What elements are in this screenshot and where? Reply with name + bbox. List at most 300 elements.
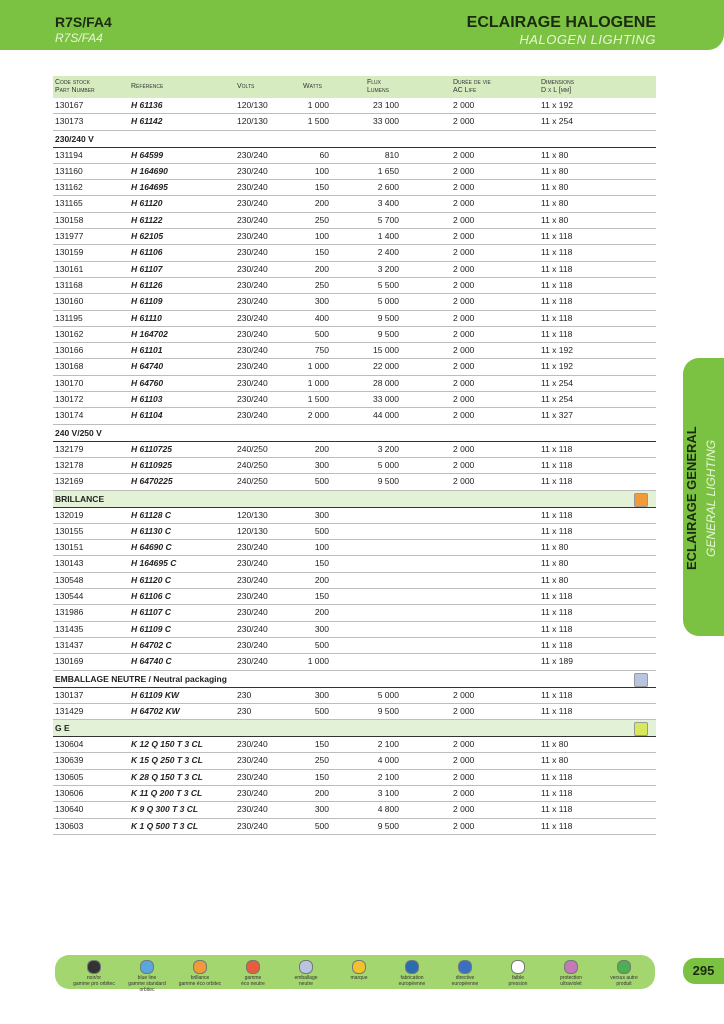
table-row (53, 164, 656, 180)
table-row (53, 294, 656, 310)
cell-volts: 230/240 (237, 820, 268, 831)
section-title: 230/240 V (55, 133, 94, 144)
cell-volts: 230/240 (237, 198, 268, 209)
cell-ref: H 61109 C (131, 623, 172, 634)
cell-stock: 132019 (55, 509, 84, 520)
cell-life: 2 000 (453, 705, 475, 716)
cell-watts: 150 (314, 558, 329, 569)
cell-dimensions: 11 x 80 (541, 574, 569, 585)
cell-ref: H 61103 (131, 394, 163, 405)
cell-stock: 131435 (55, 623, 84, 634)
cell-flux: 2 100 (377, 739, 399, 750)
cell-watts: 250 (314, 755, 329, 766)
cell-flux: 33 000 (373, 394, 399, 405)
table-row (53, 605, 656, 621)
legend-sublabel: neutre (298, 981, 314, 987)
cell-ref: H 61104 (131, 410, 163, 421)
cell-watts: 150 (314, 771, 329, 782)
cell-dimensions: 11 x 118 (541, 459, 573, 470)
cell-life: 2 000 (453, 279, 475, 290)
cell-flux: 1 400 (377, 231, 399, 242)
legend-icon (140, 960, 154, 974)
table-row (53, 753, 656, 769)
section-title: BRILLANCE (55, 493, 105, 504)
cell-dimensions: 11 x 327 (541, 410, 573, 421)
cell-stock: 130159 (55, 247, 84, 258)
cell-ref: H 64702 C (131, 639, 172, 650)
cell-flux: 810 (384, 149, 399, 160)
cell-dimensions: 11 x 118 (541, 771, 573, 782)
col-life: Durée de vie AC Life (453, 79, 491, 94)
cell-dimensions: 11 x 80 (541, 214, 569, 225)
cell-watts: 500 (314, 328, 329, 339)
table-row (53, 573, 656, 589)
cell-ref: H 61107 (131, 263, 163, 274)
cell-life: 2 000 (453, 820, 475, 831)
section-title: EMBALLAGE NEUTRE / Neutral packaging (55, 673, 227, 684)
table-row (53, 556, 656, 572)
cell-life: 2 000 (453, 328, 475, 339)
cell-stock: 130170 (55, 377, 84, 388)
cell-stock: 130640 (55, 804, 84, 815)
cell-flux: 3 200 (377, 443, 399, 454)
cell-ref: K 15 Q 250 T 3 CL (131, 755, 203, 766)
cell-watts: 2 000 (307, 410, 329, 421)
cell-watts: 1 500 (307, 116, 329, 127)
cell-stock: 130603 (55, 820, 84, 831)
cell-flux: 2 600 (377, 182, 399, 193)
col-stock: Code stock Part Number (55, 79, 95, 94)
cell-flux: 28 000 (373, 377, 399, 388)
legend-icon (352, 960, 366, 974)
cell-dimensions: 11 x 118 (541, 509, 573, 520)
cell-dimensions: 11 x 80 (541, 755, 569, 766)
cell-volts: 230/240 (237, 328, 268, 339)
table-row (53, 508, 656, 524)
cell-volts: 230/240 (237, 263, 268, 274)
cell-watts: 200 (314, 574, 329, 585)
legend-label: noir/or (86, 975, 102, 981)
cell-stock: 130160 (55, 296, 84, 307)
cell-volts: 230/240 (237, 165, 268, 176)
table-row (53, 524, 656, 540)
legend-label: emballage (294, 975, 318, 981)
cell-ref: H 64702 KW (131, 705, 180, 716)
cell-dimensions: 11 x 118 (541, 312, 573, 323)
legend-item (175, 960, 225, 987)
legend-sublabel: ultraviolet (560, 981, 582, 987)
cell-stock: 130169 (55, 656, 84, 667)
table-row (53, 737, 656, 753)
cell-stock: 131977 (55, 231, 84, 242)
cell-life: 2 000 (453, 296, 475, 307)
cell-volts: 230/240 (237, 574, 268, 585)
cell-ref: H 61110 (131, 312, 162, 323)
cell-stock: 130604 (55, 739, 84, 750)
legend-item (387, 960, 437, 987)
cell-volts: 230/240 (237, 755, 268, 766)
cell-watts: 500 (314, 705, 329, 716)
table-row (53, 392, 656, 408)
legend-item (334, 960, 384, 981)
cell-volts: 230/240 (237, 656, 268, 667)
cell-volts: 230/240 (237, 739, 268, 750)
cell-flux: 15 000 (373, 345, 399, 356)
cell-dimensions: 11 x 254 (541, 377, 573, 388)
cell-volts: 230/240 (237, 804, 268, 815)
cell-ref: H 64599 (131, 149, 164, 160)
legend-sublabel: européenne (398, 981, 426, 987)
cell-ref: K 12 Q 150 T 3 CL (131, 739, 203, 750)
cell-stock: 131429 (55, 705, 84, 716)
legend-label: directive (455, 975, 475, 981)
cell-flux: 3 200 (377, 263, 399, 274)
cell-stock: 131168 (55, 279, 83, 290)
cell-dimensions: 11 x 118 (541, 263, 573, 274)
cell-stock: 130158 (55, 214, 84, 225)
table-row (53, 704, 656, 720)
cell-stock: 130639 (55, 755, 84, 766)
cell-ref: H 61106 C (131, 591, 172, 602)
cell-watts: 200 (314, 787, 329, 798)
cell-flux: 5 000 (377, 689, 399, 700)
col-volts: Volts (237, 83, 255, 90)
category-subtitle: HALOGEN LIGHTING (519, 32, 656, 47)
cell-ref: H 61120 C (131, 574, 172, 585)
range-icon (634, 493, 648, 507)
legend-item (546, 960, 596, 987)
cell-dimensions: 11 x 254 (541, 394, 573, 405)
legend-icon (564, 960, 578, 974)
cell-watts: 200 (314, 198, 329, 209)
cell-dimensions: 11 x 80 (541, 739, 569, 750)
cell-ref: H 61120 (131, 198, 163, 209)
cell-flux: 44 000 (373, 410, 399, 421)
cell-watts: 200 (314, 443, 329, 454)
cell-life: 2 000 (453, 149, 475, 160)
cell-dimensions: 11 x 192 (541, 345, 573, 356)
table-row (53, 196, 656, 212)
table-row (53, 819, 656, 835)
cell-stock: 131162 (55, 182, 83, 193)
cell-stock: 130137 (55, 689, 84, 700)
cell-ref: H 64740 C (131, 656, 172, 667)
cell-stock: 131160 (55, 165, 83, 176)
cell-dimensions: 11 x 80 (541, 165, 569, 176)
cell-dimensions: 11 x 80 (541, 149, 569, 160)
cell-ref: H 61136 (131, 100, 163, 110)
cell-dimensions: 11 x 118 (541, 820, 573, 831)
cell-dimensions: 11 x 118 (541, 689, 573, 700)
cell-ref: H 6110925 (131, 459, 172, 470)
table-row (53, 343, 656, 359)
cell-stock: 131437 (55, 639, 84, 650)
legend-item (69, 960, 119, 987)
cell-volts: 230/240 (237, 247, 268, 258)
legend-icon (511, 960, 525, 974)
table-row (53, 654, 656, 670)
cell-volts: 230/240 (237, 377, 268, 388)
cell-watts: 250 (314, 214, 329, 225)
section-heading (53, 491, 656, 508)
cell-life: 2 000 (453, 247, 475, 258)
table-row (53, 327, 656, 343)
cell-volts: 230/240 (237, 394, 268, 405)
cell-watts: 400 (314, 312, 329, 323)
cell-life: 2 000 (453, 214, 475, 225)
section-title: G E (55, 723, 70, 734)
cell-flux: 3 400 (377, 198, 399, 209)
cell-volts: 230/240 (237, 558, 268, 569)
cell-stock: 130143 (55, 558, 84, 569)
cell-ref: K 28 Q 150 T 3 CL (131, 771, 203, 782)
table-row (53, 589, 656, 605)
cell-watts: 60 (319, 149, 329, 160)
table-row (53, 229, 656, 245)
cell-ref: H 61130 C (131, 525, 172, 536)
cell-life: 2 000 (453, 443, 475, 454)
cell-stock: 131986 (55, 607, 84, 618)
cell-volts: 230/240 (237, 787, 268, 798)
cell-stock: 130155 (55, 525, 84, 536)
legend-bar (55, 955, 655, 993)
cell-volts: 230/240 (237, 214, 268, 225)
table-row (53, 408, 656, 424)
cell-flux: 9 500 (377, 705, 399, 716)
range-icon (634, 722, 648, 736)
cell-life: 2 000 (453, 182, 475, 193)
cell-flux: 5 000 (377, 459, 399, 470)
cell-flux: 9 500 (377, 476, 399, 487)
cell-volts: 230/240 (237, 296, 268, 307)
cell-volts: 120/130 (237, 116, 268, 127)
cell-dimensions: 11 x 118 (541, 705, 573, 716)
cell-dimensions: 11 x 118 (541, 623, 573, 634)
page-number: 295 (683, 958, 724, 984)
cell-watts: 150 (314, 739, 329, 750)
col-flux: Flux Lumens (367, 79, 389, 94)
legend-item (599, 960, 649, 987)
legend-item (281, 960, 331, 987)
cell-stock: 132178 (55, 459, 84, 470)
legend-label: gamme (244, 975, 262, 981)
cell-flux: 4 800 (377, 804, 399, 815)
legend-label: protection (560, 975, 582, 981)
cell-ref: H 164695 (131, 182, 168, 193)
legend-sublabel: gamme pro orbitec (73, 981, 115, 987)
cell-dimensions: 11 x 80 (541, 182, 569, 193)
cell-life: 2 000 (453, 787, 475, 798)
cell-ref: H 61122 (131, 214, 163, 225)
cell-stock: 130605 (55, 771, 84, 782)
cell-life: 2 000 (453, 410, 475, 421)
cell-watts: 300 (314, 804, 329, 815)
legend-icon (193, 960, 207, 974)
cell-watts: 200 (314, 607, 329, 618)
cell-ref: H 164702 (131, 328, 168, 339)
cell-dimensions: 11 x 118 (541, 296, 573, 307)
cell-watts: 500 (314, 639, 329, 650)
cell-dimensions: 11 x 118 (541, 247, 573, 258)
cell-ref: H 61142 (131, 116, 163, 127)
legend-label: marque (350, 975, 368, 981)
cell-volts: 240/250 (237, 459, 268, 470)
cell-watts: 200 (314, 263, 329, 274)
table-row (53, 359, 656, 375)
cell-life: 2 000 (453, 804, 475, 815)
cell-life: 2 000 (453, 377, 475, 388)
col-watts: Watts (303, 83, 323, 90)
section-title: 240 V/250 V (55, 427, 102, 438)
cell-life: 2 000 (453, 100, 475, 110)
cell-ref: H 61126 (131, 279, 163, 290)
cell-dimensions: 11 x 118 (541, 476, 573, 487)
legend-sublabel: pression (508, 981, 528, 987)
table-row (53, 311, 656, 327)
cell-flux: 33 000 (373, 116, 399, 127)
legend-label: faible (512, 975, 524, 981)
side-tab-subtitle: GENERAL LIGHTING (704, 439, 718, 557)
cell-flux: 9 500 (377, 312, 399, 323)
cell-watts: 1 500 (307, 394, 329, 405)
cell-volts: 230/240 (237, 639, 268, 650)
cell-dimensions: 11 x 118 (541, 639, 573, 650)
cell-watts: 1 000 (307, 361, 329, 372)
cell-watts: 300 (314, 509, 329, 520)
table-row (53, 786, 656, 802)
cell-life: 2 000 (453, 116, 475, 127)
cell-ref: H 61107 C (131, 607, 172, 618)
cell-stock: 130167 (55, 100, 84, 110)
cell-life: 2 000 (453, 394, 475, 405)
cell-stock: 131165 (55, 198, 83, 209)
table-row (53, 98, 656, 114)
cell-watts: 300 (314, 689, 329, 700)
legend-item (228, 960, 278, 987)
cell-watts: 150 (314, 591, 329, 602)
cell-watts: 100 (314, 165, 329, 176)
cell-watts: 1 000 (307, 656, 329, 667)
cell-dimensions: 11 x 118 (541, 787, 573, 798)
cell-watts: 500 (314, 476, 329, 487)
cell-dimensions: 11 x 192 (541, 100, 573, 110)
table-row (53, 114, 656, 130)
cell-life: 2 000 (453, 361, 475, 372)
cell-dimensions: 11 x 118 (541, 804, 573, 815)
cell-life: 2 000 (453, 755, 475, 766)
legend-sublabel: gamme éco orbitec (178, 981, 222, 987)
legend-item (493, 960, 543, 987)
table-row (53, 213, 656, 229)
legend-label: brillance (190, 975, 210, 981)
cell-volts: 230/240 (237, 182, 268, 193)
section-heading (53, 131, 656, 148)
table-row (53, 474, 656, 490)
cell-stock: 130161 (55, 263, 84, 274)
legend-item (122, 960, 172, 993)
table-row (53, 376, 656, 392)
cell-ref: H 6110725 (131, 443, 172, 454)
cell-stock: 130172 (55, 394, 84, 405)
legend-icon (405, 960, 419, 974)
cell-stock: 130151 (55, 542, 84, 553)
cell-ref: K 11 Q 200 T 3 CL (131, 787, 203, 798)
section-heading (53, 720, 656, 737)
cell-watts: 500 (314, 525, 329, 536)
legend-sublabel: gamme standard orbitec (128, 981, 166, 993)
cell-ref: K 9 Q 300 T 3 CL (131, 804, 199, 815)
cell-dimensions: 11 x 80 (541, 198, 569, 209)
table-row (53, 262, 656, 278)
legend-label: versus autre (610, 975, 638, 981)
cell-volts: 230/240 (237, 312, 268, 323)
cell-stock: 132169 (55, 476, 84, 487)
cell-volts: 230/240 (237, 361, 268, 372)
cell-watts: 100 (314, 542, 329, 553)
cell-watts: 300 (314, 296, 329, 307)
cell-ref: H 61101 (131, 345, 163, 356)
cell-volts: 240/250 (237, 443, 268, 454)
table-row (53, 245, 656, 261)
cell-stock: 130548 (55, 574, 84, 585)
section-heading (53, 425, 656, 442)
cell-life: 2 000 (453, 476, 475, 487)
cell-life: 2 000 (453, 739, 475, 750)
section-heading (53, 671, 656, 688)
cell-ref: H 64690 C (131, 542, 172, 553)
cell-dimensions: 11 x 118 (541, 525, 573, 536)
table-header (53, 76, 656, 98)
cell-ref: H 61109 (131, 296, 163, 307)
cell-flux: 5 500 (377, 279, 399, 290)
legend-icon (299, 960, 313, 974)
cell-volts: 230/240 (237, 149, 268, 160)
cell-volts: 230/240 (237, 279, 268, 290)
cell-volts: 120/130 (237, 525, 268, 536)
cell-watts: 500 (314, 820, 329, 831)
cell-dimensions: 11 x 118 (541, 279, 573, 290)
cell-dimensions: 11 x 189 (541, 656, 573, 667)
cell-stock: 130166 (55, 345, 84, 356)
cell-stock: 131195 (55, 312, 83, 323)
cell-volts: 230/240 (237, 231, 268, 242)
cell-watts: 1 000 (307, 377, 329, 388)
legend-label: blue line (137, 975, 157, 981)
cell-flux: 2 400 (377, 247, 399, 258)
legend-icon (617, 960, 631, 974)
cell-ref: K 1 Q 500 T 3 CL (131, 820, 199, 831)
lamp-base-subtitle: R7S/FA4 (55, 31, 103, 45)
table-row (53, 458, 656, 474)
side-tab-title: ECLAIRAGE GENERAL (684, 426, 699, 570)
cell-dimensions: 11 x 80 (541, 542, 569, 553)
cell-dimensions: 11 x 80 (541, 558, 569, 569)
legend-sublabel: européenne (451, 981, 479, 987)
cell-ref: H 61109 KW (131, 689, 180, 700)
legend-icon (458, 960, 472, 974)
legend-icon (87, 960, 101, 974)
cell-stock: 130173 (55, 116, 84, 127)
cell-dimensions: 11 x 192 (541, 361, 573, 372)
col-dimensions: Dimensions D x L [mm] (541, 79, 575, 94)
cell-life: 2 000 (453, 689, 475, 700)
cell-flux: 1 650 (377, 165, 399, 176)
cell-volts: 120/130 (237, 509, 268, 520)
cell-ref: H 64740 (131, 361, 164, 372)
cell-ref: H 61128 C (131, 509, 172, 520)
cell-watts: 150 (314, 247, 329, 258)
legend-item (440, 960, 490, 987)
